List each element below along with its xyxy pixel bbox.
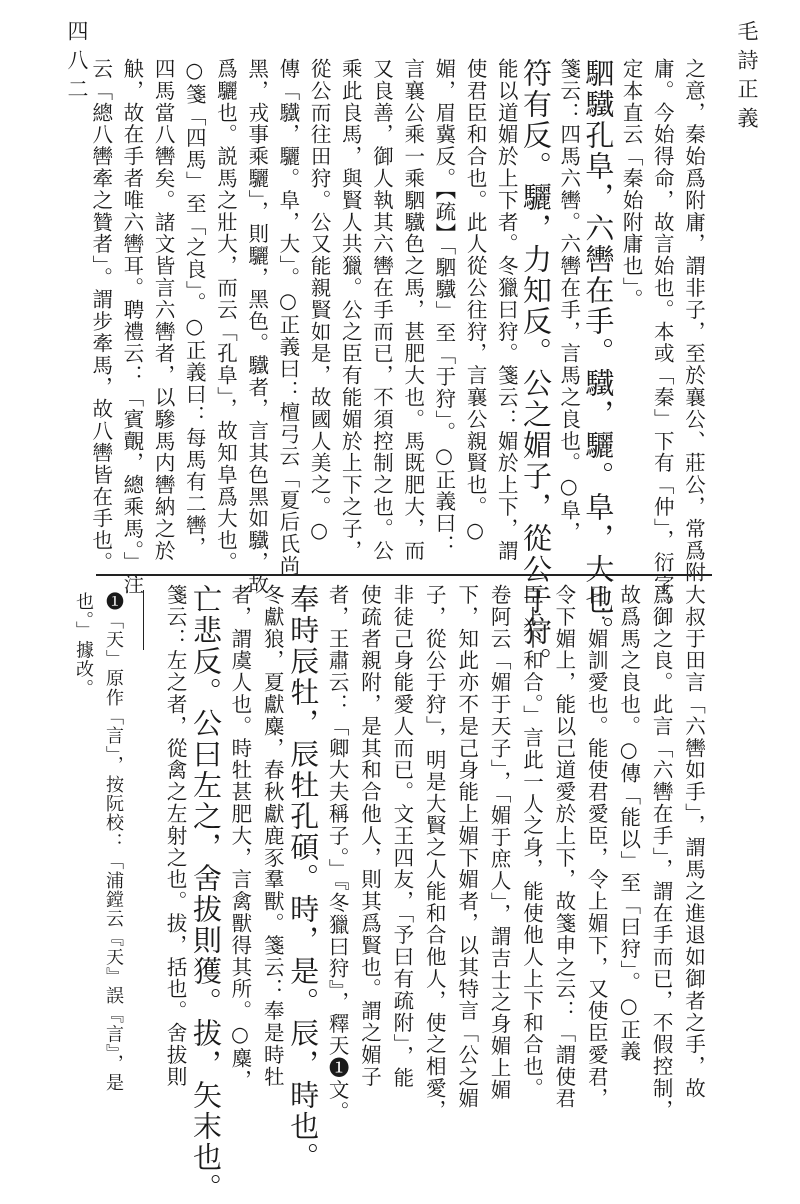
text-column: 亡悲反。公曰左之，舍拔則獲。拔，矢末也。 bbox=[189, 584, 223, 1204]
text-column: 奉時辰牡，辰牡孔碩。時，是。辰，時也。 bbox=[286, 584, 321, 1173]
text-column: ○箋「四馬」至「之良」。○正義曰：每馬有二轡， bbox=[182, 58, 207, 559]
text-column: 從公而往田狩。公又能親賢如是，故國人美之。○ bbox=[307, 58, 332, 544]
text-column: 觖，故在手者唯六轡耳。聘禮云：「賓覿，總乘馬。」注 bbox=[119, 58, 144, 596]
text-column: 之意，秦始爲附庸，謂非子，至於襄公、莊公，常爲附 bbox=[681, 58, 706, 584]
text-column: 爲御之良。此言「六轡在手」，謂在手而已，不假控制， bbox=[649, 584, 674, 1122]
text-column: 云「總八轡牽之贊者」。謂步牽馬，故八轡皆在手也。 bbox=[88, 58, 113, 574]
text-column: 傳「驖，驪。阜，大」。○正義曰：檀弓云「夏后氏尚 bbox=[275, 58, 300, 577]
footnote-column: ❶「天」原作「言」，按阮校：「浦鏜云『天』誤『言』，是 bbox=[103, 592, 124, 1093]
text-column: 非徒己身能愛人而已。文王四友，「予曰有疏附」，能 bbox=[389, 584, 414, 1090]
text-column: 曰：媚訓愛也。能使君愛臣，令上媚下，又使臣愛君， bbox=[584, 584, 609, 1110]
text-column: 能以道媚於上下者。冬獵曰狩。箋云：媚於上下，謂 bbox=[494, 58, 519, 562]
text-column: 卷阿云「媚于天子」，「媚于庶人」，謂吉士之身媚上媚 bbox=[487, 584, 512, 1101]
text-column: 令下媚上，能以己道愛於上下，故箋申之云：「謂使君 bbox=[551, 584, 576, 1110]
text-column: 箋云：四馬六轡。六轡在手，言馬之良也。○阜， bbox=[556, 58, 581, 544]
text-column: 箋云：左之者，從禽之左射之也。拔，括也。舍拔則 bbox=[163, 584, 188, 1088]
text-column: 子，從公于狩」，明是大賢之人能和合他人，使之相愛， bbox=[422, 584, 447, 1122]
text-column: 黑，戎事乘驪」，則驪，黑色。驖者，言其色黑如驖，故 bbox=[244, 58, 269, 596]
section-divider bbox=[96, 574, 712, 576]
text-column: 臣上下和合。」言此一人之身，能使他人上下和合也。 bbox=[519, 584, 544, 1100]
text-column: 者，謂虞人也。時牡甚肥大，言禽獸得其所。○麋， bbox=[227, 584, 252, 1092]
text-column: 使君臣和合也。此人從公往狩，言襄公親賢也。○ bbox=[463, 58, 488, 544]
footnote-column: 也。」據改。 bbox=[73, 592, 94, 699]
book-title: 毛詩正義 bbox=[735, 20, 759, 136]
text-column: 定本直云「秦始附庸也」。 bbox=[619, 58, 644, 311]
text-column: 使疏者親附，是其和合他人，則其爲賢也。謂之媚子 bbox=[357, 584, 382, 1088]
text-column: 爲驪也。説馬之壯大，而云「孔阜」，故知阜爲大也。 bbox=[213, 58, 238, 574]
text-column: 言襄公乘一乘駟驖色之馬，甚肥大也。馬既肥大，而 bbox=[400, 58, 425, 562]
text-column: 又良善，御人執其六轡在手而已，不須控制之也。公 bbox=[369, 58, 394, 562]
text-column: 符有反。驪，力知反。公之媚子，從公于狩。 bbox=[519, 58, 553, 678]
text-column: 四馬當八轡矣。諸文皆言六轡者，以驂馬内轡納之於 bbox=[151, 58, 176, 562]
page-number: 四八二 bbox=[65, 20, 89, 107]
text-column: 大叔于田言「六轡如手」，謂馬之進退如御者之手，故 bbox=[681, 584, 706, 1100]
text-column: 者，王肅云：「卿大夫稱子。」『冬獵曰狩』，釋天❶文。 bbox=[325, 584, 350, 1123]
text-column: 庸。今始得命，故言始也。本或「秦」下有「仲」，衍字。 bbox=[650, 58, 675, 618]
text-column: 駟驖孔阜，六轡在手。驖，驪。阜，大也。 bbox=[581, 58, 616, 647]
text-column: 下，知此亦不是己身能上媚下媚者，以其特言「公之媚 bbox=[454, 584, 479, 1110]
text-column: 媚，眉冀反。【疏】「駟驖」至「于狩」。○正義曰： bbox=[431, 58, 456, 557]
text-column: 冬獻狼，夏獻麋，春秋獻鹿豕羣獸。箋云：奉是時牡 bbox=[260, 584, 285, 1088]
footnote-rule bbox=[143, 590, 144, 650]
text-column: 故爲馬之良也。○傳「能以」至「曰狩」。○正義 bbox=[616, 584, 641, 1063]
text-column: 乘此良馬，與賢人共獵。公之臣有能媚於上下之子， bbox=[338, 58, 363, 562]
